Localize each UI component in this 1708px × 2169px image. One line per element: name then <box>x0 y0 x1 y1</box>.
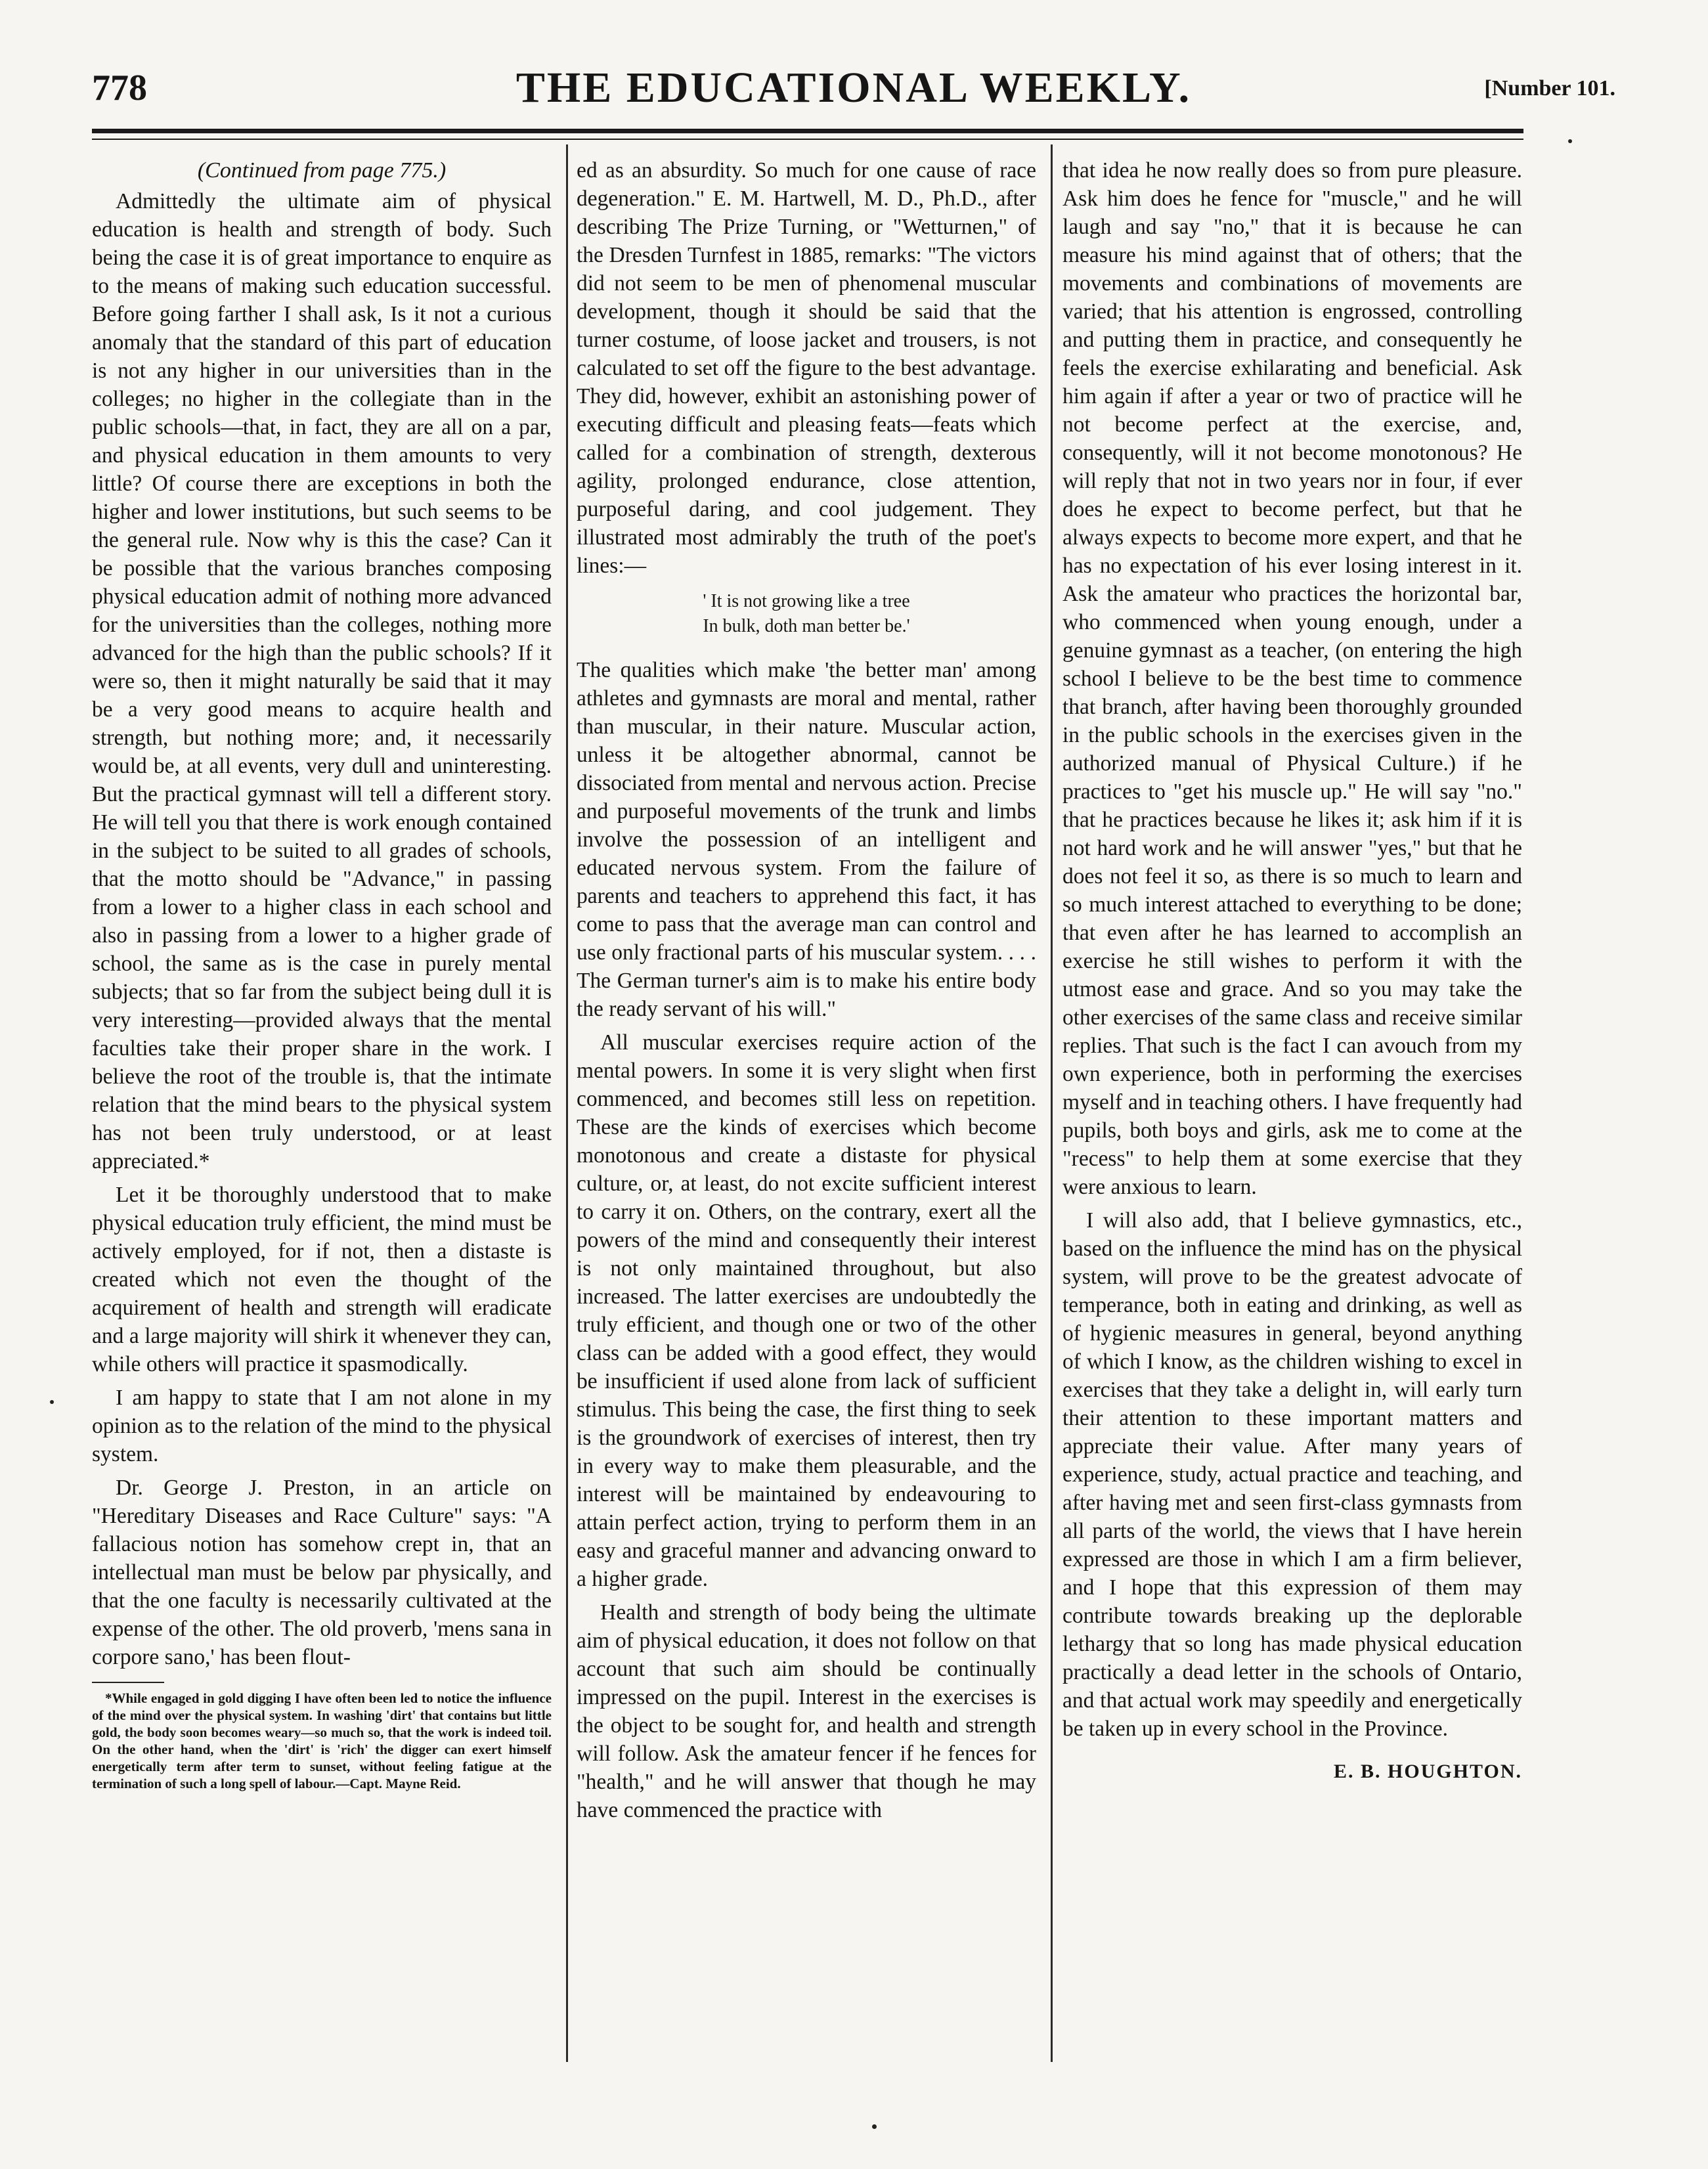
column-divider <box>566 144 568 2062</box>
article-column-2 <box>577 156 1036 2067</box>
paragraph: Let it be thoroughly understood that to make physical education truly efficient, the mind must be actively employed, for if not, then a distaste is created which not even the thought of the acquirement of health and strength will eradicate and a large majority will shirk it whenever they can, while others will practice it spasmodically. <box>92 1183 552 1376</box>
print-speck <box>872 2124 877 2129</box>
issue-number: [Number 101. <box>1484 76 1615 100</box>
print-speck <box>50 1400 54 1404</box>
paragraph: that idea he now really does so from pure pleasure. Ask him does he fence for "muscle," and he will laugh and say "no," that it is because he can measure his mind against that of others; that the movements and combinations of movements are varied; that his attention is engrossed, controlling and putting them in practice, and consequently he feels the exercise exhilarating and beneficial. Ask him again if after a year or two of practice will he not become perfect at the exercise, and, consequently, will it not become monotonous? He will reply that not in two years nor in four, if ever does he expect to become perfect, but that he always expects to become more expert, and that he has no expectation of his ever losing interest in it. Ask the amateur who practices the horizontal bar, who commenced when young enough, under a genuine gymnast as a teacher, (on entering the high school I believe to be the best time to commence that branch, after having been thoroughly grounded in the public schools in the exercises given in the authorized manual of Physical Culture.) if he practices to "get his muscle up." He will say "no." that he practices because he likes it; ask him if it is not hard work and he will answer "yes," but that he does not feel it so, as there is so much to learn and so much interest attached to everything to be done; that even after he has learned to accomplish an exercise he still wishes to perform it with the utmost ease and grace. And so you may take the other exercises of the same class and receive similar replies. That such is the fact I can avouch from my own experience, both in performing the exercises myself and in teaching others. I have frequently had pupils, both boys and girls, ask me to come at the "recess" to help them at some exercise that they were anxious to learn. <box>1062 158 1522 1199</box>
paragraph: ed as an absurdity. So much for one cause of race degeneration." E. M. Hartwell, M. D., Ph.D., after describing The Prize Turning, or "Wetturnen," of the Dresden Turnfest in 1885, remarks: "The victors did not seem to be men of phenomenal muscular development, though it should be said that the turner costume, of loose jacket and trousers, is not calculated to set off the figure to the best advantage. They did, however, exhibit an astonishing power of executing difficult and pleasing feats—feats which called for a combination of strength, dexterous agility, prolonged endurance, close attention, purposeful daring, and cool judgement. They illustrated most admirably the truth of the poet's lines:— <box>577 158 1036 578</box>
paragraph: All muscular exercises require action of the mental powers. In some it is very slight when first commenced, and becomes still less on repetition. These are the kinds of exercises which become monotonous and create a distaste for physical culture, or, at least, do not excite sufficient interest to carry it on. Others, on the contrary, exert all the powers of the mind and consequently their interest is not only maintained throughout, but also increased. The latter exercises are undoubtedly the truly efficient, and though one or two of the other class can be added with a good effect, they would be insufficient if used alone from lack of sufficient stimulus. This being the case, the first thing to seek is the groundwork of exercises of interest, then try in every way to make them pleasurable, and the interest will be maintained by endeavouring to attain perfect action, trying to perform them in an easy and graceful manner and advancing onward to a higher grade. <box>577 1030 1036 1591</box>
page-header <box>92 63 1615 122</box>
quote-line: In bulk, doth man better be.' <box>703 616 910 636</box>
quote-line: ' It is not growing like a tree <box>703 591 910 611</box>
paragraph: The qualities which make 'the better man' among athletes and gymnasts are moral and mental, rather than muscular, in their nature. Muscular action, unless it be altogether abnormal, cannot be dissociated from mental and nervous action. Precise and purposeful movements of the trunk and limbs involve the possession of an intelligent and educated nervous system. From the failure of parents and teachers to apprehend this fact, it has come to pass that the average man can control and use only fractional parts of his muscular system. . . . The German turner's aim is to make his entire body the ready servant of his will." <box>577 658 1036 1021</box>
article-column-1 <box>92 156 552 2067</box>
paragraph: Health and strength of body being the ultimate aim of physical education, it does not follow on that account that such aim should be continually impressed on the pupil. Interest in the exercises is the object to be sought for, and health and strength will follow. Ask the amateur fencer if he fences for "health," and he will answer that though he may have commenced the practice with <box>577 1600 1036 1822</box>
paragraph: Admittedly the ultimate aim of physical education is health and strength of body. Such being the case it is of great importance to enquire as to the means of making such education successful. Before going farther I shall ask, Is it not a curious anomaly that the standard of this part of education is not any higher in our universities than in the colleges; no higher in the collegiate than in the public schools—that, in fact, they are all on a par, and physical education in them amounts to very little? Of course there are exceptions in both the higher and lower institutions, but such seems to be the general rule. Now why is this the case? Can it be possible that the various branches composing physical education admit of nothing more advanced for the universities than the colleges, nothing more advanced for the high than the public schools? If it were so, then it might naturally be said that it may be a very good means to acquire health and strength, but nothing more; and, it necessarily would be, at all events, very dull and uninteresting. But the practical gymnast will tell a different story. He will tell you that there is work enough contained in the subject to be suited to all grades of schools, that the motto should be "Advance," in passing from a lower to a higher class in each school and also in passing from a lower to a higher grade of school, the same as is the case in purely mental subjects; that so far from the subject being dull it is very interesting—provided always that the mental faculties take their proper share in the work. I believe the root of the trouble is, that the intimate relation that the mind bears to the physical system has not been truly understood, or at least appreciated.* <box>92 189 552 1173</box>
poem-quote <box>577 589 1036 639</box>
column-divider <box>1051 144 1053 2062</box>
page-number: 778 <box>92 68 147 108</box>
footnote: *While engaged in gold digging I have often been led to notice the influence of the mind over the physical system. In washing 'dirt' that contains but little gold, the body soon becomes weary—so much so, that the work is indeed toil. On the other hand, when the 'dirt' is 'rich' the digger can exert himself energetically term after term to sunset, without feeling fatigue at the termination of such a long spell of labour.—Capt. Mayne Reid. <box>92 1690 552 1791</box>
paragraph: I am happy to state that I am not alone in my opinion as to the relation of the mind to the physical system. <box>92 1386 552 1466</box>
header-rule-thin <box>92 139 1523 140</box>
paragraph: I will also add, that I believe gymnastics, etc., based on the influence the mind has on the physical system, will prove to be the greatest advocate of temperance, both in eating and drinking, as well as of hygienic measures in general, beyond anything of which I know, as the children wishing to excel in exercises that they take a delight in, will early turn their attention to these important matters and appreciate their value. After many years of experience, study, actual practice and teaching, and after having met and seen first-class gymnasts from all parts of the world, the views that I have herein expressed are those in which I am a firm believer, and I hope that this expression of them may contribute towards breaking up the deplorable lethargy that so long has made physical education practically a dead letter in the schools of Ontario, and that actual work may speedily and energetically be taken up in every school in the Province. <box>1062 1208 1522 1741</box>
header-rule <box>92 129 1523 133</box>
paragraph: Dr. George J. Preston, in an article on "Hereditary Diseases and Race Culture" says: "A fallacious notion has somehow crept in, that an intellectual man must be below par physically, and that the one faculty is necessarily cultivated at the expense of the other. The old proverb, 'mens sana in corpore sano,' has been flout- <box>92 1476 552 1669</box>
journal-title: THE EDUCATIONAL WEEKLY. <box>515 64 1192 112</box>
author-signature: E. B. HOUGHTON. <box>1334 1761 1522 1782</box>
footnote-rule <box>92 1682 164 1683</box>
article-column-3 <box>1062 156 1522 2067</box>
print-speck <box>1568 139 1572 143</box>
continued-note: (Continued from page 775.) <box>197 158 447 183</box>
